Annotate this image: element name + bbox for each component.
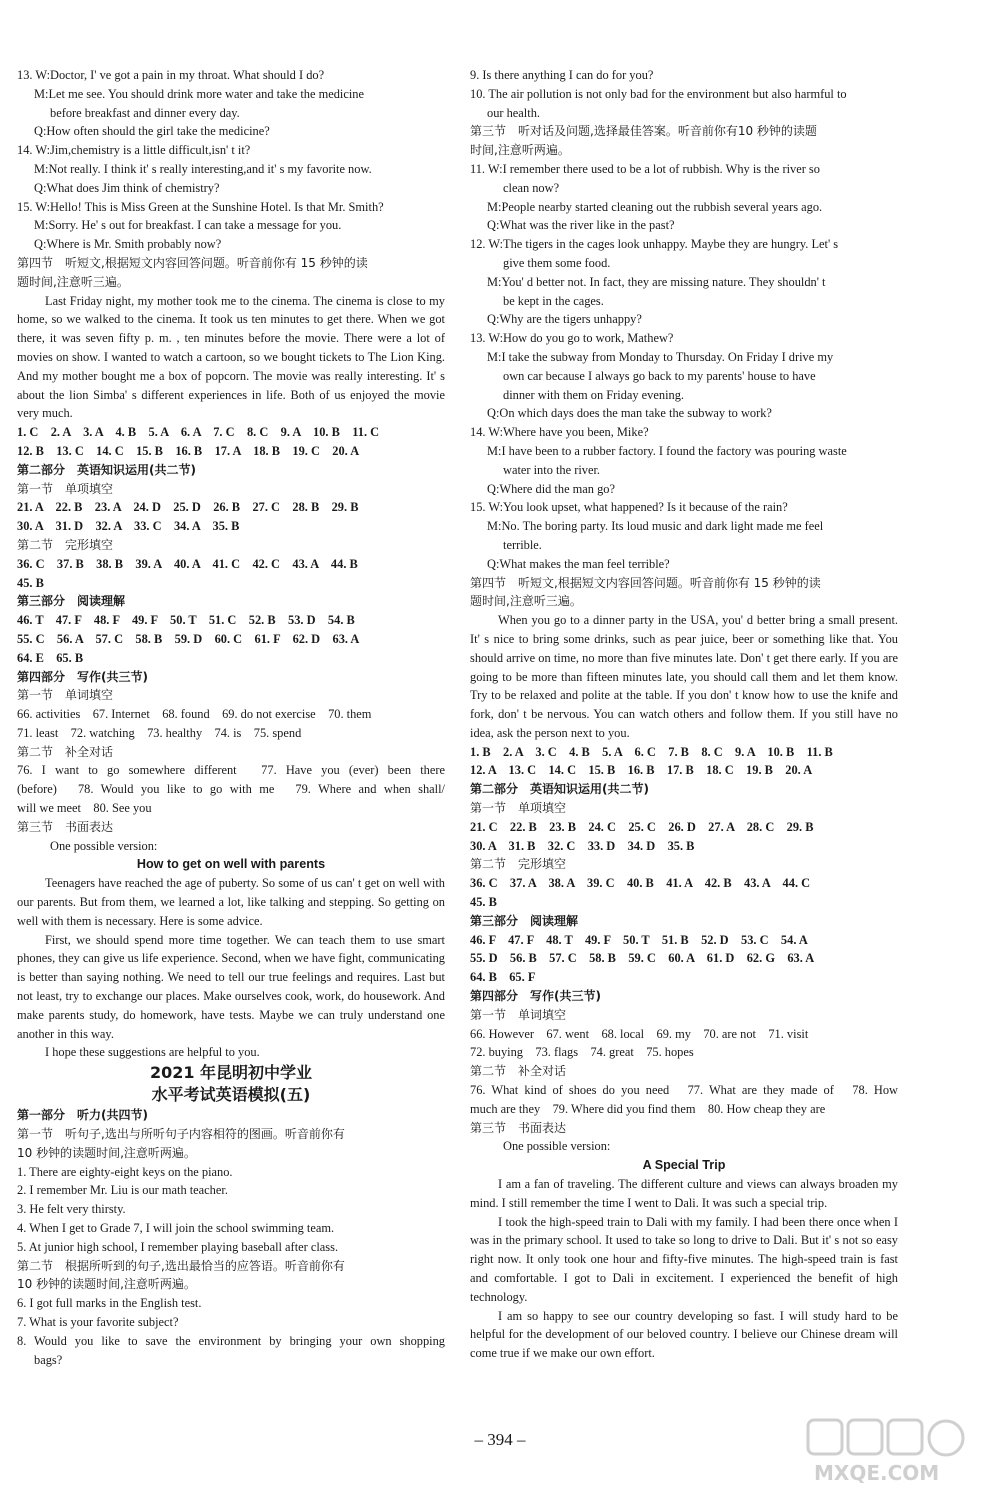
part-heading: 第四部分 写作(共三节): [470, 989, 601, 1004]
text-line: 66. However 67. went 68. local 69. my 70. are not 71. visit: [470, 1026, 809, 1041]
section-heading: 第一节 单项填空: [17, 481, 114, 496]
text-line: 12. W:The tigers in the cages look unhappy. Maybe they are hungry. Let' s: [470, 237, 839, 252]
dialogue-line: Q:What does Jim think of chemistry?: [34, 180, 220, 195]
dialogue-line: dinner with them on Friday evening.: [503, 387, 685, 402]
paragraph: I am a fan of traveling. The different culture and views can always broaden my mind. I still remember the time I went to Dali. It was such a special trip.: [470, 1177, 898, 1210]
dialogue-line: give them some food.: [503, 255, 611, 270]
answer-key-line: 12. B 13. C 14. C 15. B 16. B 17. A 18. B 19. C 20. A: [17, 443, 360, 458]
essay-title: How to get on well with parents: [136, 857, 326, 872]
answer-key-line: 55. D 56. B 57. C 58. B 59. C 60. A 61. D 62. G 63. A: [470, 951, 815, 966]
answer-key-line: 45. B: [470, 895, 497, 910]
page-number: – 394 –: [474, 1430, 526, 1449]
text-line: 2. I remember Mr. Liu is our math teacher.: [17, 1183, 228, 1198]
answer-key-line: 30. A 31. B 32. C 33. D 34. D 35. B: [470, 838, 695, 853]
dialogue-line: M:I take the subway from Monday to Thursday. On Friday I drive my: [487, 349, 834, 364]
answer-key-line: 64. B 65. F: [470, 970, 536, 985]
text-line: will we meet 80. See you: [17, 801, 152, 816]
answer-key-line: 36. C 37. B 38. B 39. A 40. A 41. C 42. C 43. A 44. B: [17, 556, 358, 571]
section-heading: 第四节 听短文,根据短文内容回答问题。听音前你有 15 秒钟的读: [17, 255, 368, 270]
text-line: 13. W:How do you go to work, Mathew?: [470, 331, 674, 346]
dialogue-line: M:People nearby started cleaning out the rubbish several years ago.: [487, 199, 823, 214]
watermark-logo: [806, 1416, 986, 1486]
exam-title: 2021 年昆明初中学业: [149, 1063, 313, 1083]
text-line: 4. When I get to Grade 7, I will join the school swimming team.: [17, 1221, 335, 1236]
text-line: 76. I want to go somewhere different 77. Have you (ever) been there: [17, 763, 445, 778]
right-column: [470, 66, 898, 1363]
dialogue-line: M:No. The boring party. Its loud music and dark light made me feel: [487, 519, 824, 534]
section-heading: 题时间,注意听三遍。: [470, 594, 582, 609]
paragraph: Teenagers have reached the age of puberty. So some of us can' t get on well with our parents. But from them, we learned a lot, like talking and stepping. So getting on well with them is necessary. Here is some advice.: [17, 876, 445, 928]
section-heading: 第一节 单词填空: [17, 688, 114, 703]
dialogue-line: Q:On which days does the man take the subway to work?: [487, 406, 772, 421]
answer-key-line: 45. B: [17, 575, 44, 590]
section-heading: 第二节 完形填空: [17, 537, 114, 552]
section-heading: 第一节 听句子,选出与所听句子内容相符的图画。听音前你有: [17, 1127, 345, 1142]
dialogue-line: clean now?: [503, 180, 560, 195]
dialogue-line: our health.: [487, 105, 540, 120]
part-heading: 第二部分 英语知识运用(共二节): [17, 462, 196, 477]
dialogue-line: M:I have been to a rubber factory. I found the factory was pouring waste: [487, 443, 847, 458]
text-line: 5. At junior high school, I remember playing baseball after class.: [17, 1239, 339, 1254]
section-heading: 第三节 书面表达: [470, 1120, 567, 1135]
dialogue-line: Q:Why are the tigers unhappy?: [487, 312, 642, 327]
dialogue-line: Q:How often should the girl take the medicine?: [34, 124, 270, 139]
section-heading: 10 秒钟的读题时间,注意听两遍。: [17, 1277, 196, 1292]
dialogue-line: own car because I always go back to my parents' house to have: [503, 368, 816, 383]
paragraph: I took the high-speed train to Dali with my family. I had been there once when I was in the primary school. It used to take so long to drive to Dali. But it' s not so easy right now. It only took one hour and fifty-five minutes. The high-speed train is fast and comfortable. I got to Dali in excitement. I experienced the benefit of high technology.: [470, 1214, 898, 1304]
section-heading: 第四节 听短文,根据短文内容回答问题。听音前你有 15 秒钟的读: [470, 575, 821, 590]
text-line: 6. I got full marks in the English test.: [17, 1296, 202, 1311]
paragraph: When you go to a dinner party in the USA, you' d better bring a small present. It' s nice to bring some drinks, such as pear juice, beer or something like that. You should arrive on time, no more than five minutes late. Don' t get there early. If you are going to be more than fifteen minutes late, you should call them and let them know. Try to be relaxed and polite at the table. If you don' t know how to use the knife and fork, don' t be nervous. You can watch others and follow them. If you still have no idea, ask the person next to you.: [470, 613, 898, 740]
answer-key-line: 64. E 65. B: [17, 650, 84, 665]
part-heading: 第二部分 英语知识运用(共二节): [470, 782, 649, 797]
dialogue-line: One possible version:: [50, 838, 158, 853]
answer-key-line: 46. F 47. F 48. T 49. F 50. T 51. B 52. D 53. C 54. A: [470, 932, 808, 947]
dialogue-line: One possible version:: [503, 1139, 611, 1154]
text-line: 72. buying 73. flags 74. great 75. hopes: [470, 1045, 694, 1060]
answer-key-line: 1. C 2. A 3. A 4. B 5. A 6. A 7. C 8. C 9. A 10. B 11. C: [17, 425, 380, 440]
answer-key-line: 1. B 2. A 3. C 4. B 5. A 6. C 7. B 8. C 9. A 10. B 11. B: [470, 744, 833, 759]
text-line: 14. W:Where have you been, Mike?: [470, 425, 649, 440]
dialogue-line: Q:What was the river like in the past?: [487, 218, 675, 233]
dialogue-line: M:You' d better not. In fact, they are missing nature. They shouldn' t: [487, 274, 826, 289]
section-heading: 第一节 单词填空: [470, 1007, 567, 1022]
answer-key-line: 21. C 22. B 23. B 24. C 25. C 26. D 27. A 28. C 29. B: [470, 819, 814, 834]
section-heading: 第一节 单项填空: [470, 801, 567, 816]
dialogue-line: M:Let me see. You should drink more water and take the medicine: [34, 86, 364, 101]
section-heading: 第三节 听对话及问题,选择最佳答案。听音前你有10 秒钟的读题: [470, 124, 817, 139]
section-heading: 第二节 补全对话: [470, 1064, 567, 1079]
dialogue-line: Q:Where is Mr. Smith probably now?: [34, 237, 222, 252]
text-line: 3. He felt very thirsty.: [17, 1202, 126, 1217]
text-line: 15. W:Hello! This is Miss Green at the Sunshine Hotel. Is that Mr. Smith?: [17, 199, 384, 214]
answer-key-line: 46. T 47. F 48. F 49. F 50. T 51. C 52. B 53. D 54. B: [17, 613, 355, 628]
section-heading: 第二节 根据所听到的句子,选出最恰当的应答语。听音前你有: [17, 1258, 345, 1273]
left-column: [17, 66, 445, 1369]
paragraph: First, we should spend more time together. We can teach them to use smart phones, they can give us life experience. Second, when we have fight, communicating is better than saying nothing. We need to tell our true feelings and requires. Last but not least, try to exchange our places. Make ourselves cook, work, do housework. And make parents study, do homework, have tests. Maybe we can truly understand one another in this way.: [17, 932, 445, 1041]
dialogue-line: Q:Where did the man go?: [487, 481, 615, 496]
text-line: much are they 79. Where did you find them 80. How cheap they are: [470, 1101, 826, 1116]
section-heading: 题时间,注意听三遍。: [17, 274, 129, 289]
answer-key-line: 12. A 13. C 14. C 15. B 16. B 17. B 18. C 19. B 20. A: [470, 763, 813, 778]
paragraph: Last Friday night, my mother took me to the cinema. The cinema is close to my home, so we walked to the cinema. It took us ten minutes to get there. When we got there, it was seven fifty p. m. , ten minutes before the movie. There were a lot of movies on show. I wanted to watch a cartoon, so we bought tickets to The Lion King. And my mother bought me a box of popcorn. The movie was really interesting. It' s about the lion Simba' s different experiences in life. Both of us enjoyed the movie very much.: [17, 293, 445, 421]
text-line: 9. Is there anything I can do for you?: [470, 68, 654, 82]
text-line: 8. Would you like to save the environment by bringing your own shopping: [17, 1333, 445, 1348]
text-line: 10. The air pollution is not only bad for the environment but also harmful to: [470, 86, 847, 101]
essay-title: A Special Trip: [642, 1158, 726, 1173]
section-heading: 时间,注意听两遍。: [470, 143, 570, 158]
text-line: 76. What kind of shoes do you need 77. What are they made of 78. How: [470, 1083, 898, 1098]
text-line: 7. What is your favorite subject?: [17, 1315, 179, 1329]
answer-key-line: 36. C 37. A 38. A 39. C 40. B 41. A 42. B 43. A 44. C: [470, 876, 811, 891]
dialogue-line: bags?: [34, 1352, 63, 1367]
watermark-text: MXQE.COM: [814, 1461, 940, 1485]
part-heading: 第三部分 阅读理解: [470, 913, 579, 928]
paragraph: I am so happy to see our country developing so fast. I will study hard to be helpful for the development of our beloved country. I believe our Chinese dream will come true if we make our own effort.: [470, 1308, 898, 1361]
text-line: 14. W:Jim,chemistry is a little difficult,isn' t it?: [17, 143, 251, 158]
dialogue-line: be kept in the cages.: [503, 293, 604, 308]
text-line: 1. There are eighty-eight keys on the piano.: [17, 1164, 233, 1179]
dialogue-line: before breakfast and dinner every day.: [50, 105, 240, 120]
answer-key-line: 55. C 56. A 57. C 58. B 59. D 60. C 61. F 62. D 63. A: [17, 631, 360, 646]
part-heading: 第四部分 写作(共三节): [17, 669, 148, 684]
part-heading: 第三部分 阅读理解: [17, 594, 126, 609]
part-heading: 第一部分 听力(共四节): [17, 1108, 148, 1123]
text-line: (before) 78. Would you like to go with me 79. Where and when shall/: [17, 782, 445, 797]
text-line: 11. W:I remember there used to be a lot of rubbish. Why is the river so: [470, 161, 820, 176]
exam-title: 水平考试英语模拟(五): [151, 1085, 311, 1105]
dialogue-line: M:Not really. I think it' s really interesting,and it' s my favorite now.: [34, 161, 372, 176]
paragraph: I hope these suggestions are helpful to you.: [45, 1045, 260, 1060]
text-line: 66. activities 67. Internet 68. found 69. do not exercise 70. them: [17, 707, 372, 722]
answer-key-line: 21. A 22. B 23. A 24. D 25. D 26. B 27. C 28. B 29. B: [17, 500, 359, 515]
text-line: 13. W:Doctor, I' ve got a pain in my throat. What should I do?: [17, 68, 325, 82]
dialogue-line: M:Sorry. He' s out for breakfast. I can take a message for you.: [34, 218, 342, 233]
section-heading: 10 秒钟的读题时间,注意听两遍。: [17, 1145, 196, 1160]
dialogue-line: terrible.: [503, 537, 542, 552]
section-heading: 第二节 补全对话: [17, 744, 114, 759]
dialogue-line: water into the river.: [503, 462, 601, 477]
section-heading: 第二节 完形填空: [470, 857, 567, 872]
text-line: 15. W:You look upset, what happened? Is it because of the rain?: [470, 500, 788, 515]
answer-key-line: 30. A 31. D 32. A 33. C 34. A 35. B: [17, 519, 240, 534]
text-line: 71. least 72. watching 73. healthy 74. is 75. spend: [17, 725, 302, 740]
dialogue-line: Q:What makes the man feel terrible?: [487, 556, 670, 571]
section-heading: 第三节 书面表达: [17, 819, 114, 834]
